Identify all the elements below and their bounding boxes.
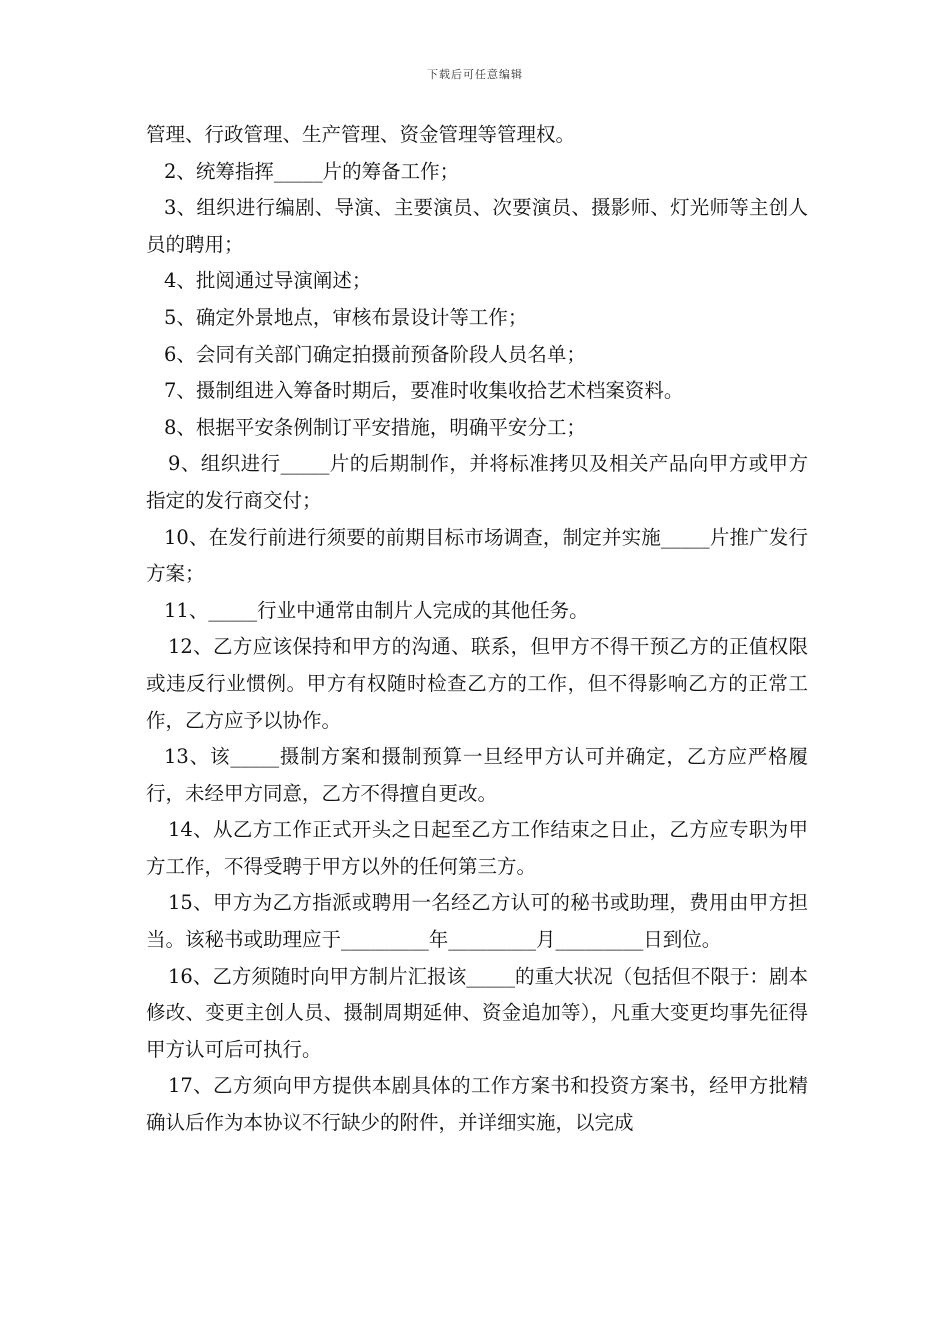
paragraph-item-4: 4、批阅通过导演阐述； [164, 269, 372, 293]
paragraph-item-7: 7、摄制组进入筹备时期后，要准时收集收拾艺术档案资料。 [164, 379, 684, 403]
paragraph-item-17: 17、乙方须向甲方提供本剧具体的工作方案书和投资方案书，经甲方批精确认后作为本协议不行缺少的附件，并详细实施，以完成 [146, 1074, 808, 1135]
paragraph-continued: 管理、行政管理、生产管理、资金管理等管理权。 [146, 123, 576, 146]
page-header: 下载后可任意编辑 [427, 68, 523, 81]
paragraph-item-12: 12、乙方应该保持和甲方的沟通、联系，但甲方不得干预乙方的正值权限或违反行业惯例。甲方有权随时检查乙方的工作，但不得影响乙方的正常工作，乙方应予以协作。 [146, 635, 808, 732]
paragraph-item-6: 6、会同有关部门确定拍摄前预备阶段人员名单； [164, 342, 586, 366]
paragraph-item-2: 2、统筹指挥_____片的筹备工作； [164, 159, 460, 183]
paragraph-item-14: 14、从乙方工作正式开头之日起至乙方工作结束之日止，乙方应专职为甲方工作，不得受聘于甲方以外的任何第三方。 [146, 818, 808, 878]
paragraph-item-8: 8、根据平安条例制订平安措施，明确平安分工； [164, 415, 586, 439]
paragraph-item-16: 16、乙方须随时向甲方制片汇报该_____的重大状况（包括但不限于：剧本修改、变更主创人员、摄制周期延伸、资金追加等），凡重大变更均事先征得甲方认可后可执行。 [146, 964, 808, 1061]
paragraph-item-10: 10、在发行前进行须要的前期目标市场调查，制定并实施_____片推广发行方案； [146, 525, 808, 586]
paragraph-item-3: 3、组织进行编剧、导演、主要演员、次要演员、摄影师、灯光师等主创人员的聘用； [146, 196, 808, 256]
paragraph-item-13: 13、该_____摄制方案和摄制预算一旦经甲方认可并确定，乙方应严格履行，未经甲方同意，乙方不得擅自更改。 [146, 745, 808, 805]
paragraph-item-9: 9、组织进行_____片的后期制作，并将标准拷贝及相关产品向甲方或甲方指定的发行商交付； [146, 452, 808, 512]
paragraph-item-5: 5、确定外景地点，审核布景设计等工作； [164, 305, 528, 329]
paragraph-item-15: 15、甲方为乙方指派或聘用一名经乙方认可的秘书或助理，费用由甲方担当。该秘书或助理应于_________年_________月_________日到位。 [146, 891, 808, 952]
paragraph-item-11: 11、_____行业中通常由制片人完成的其他任务。 [164, 598, 589, 622]
document-body [146, 117, 808, 1142]
